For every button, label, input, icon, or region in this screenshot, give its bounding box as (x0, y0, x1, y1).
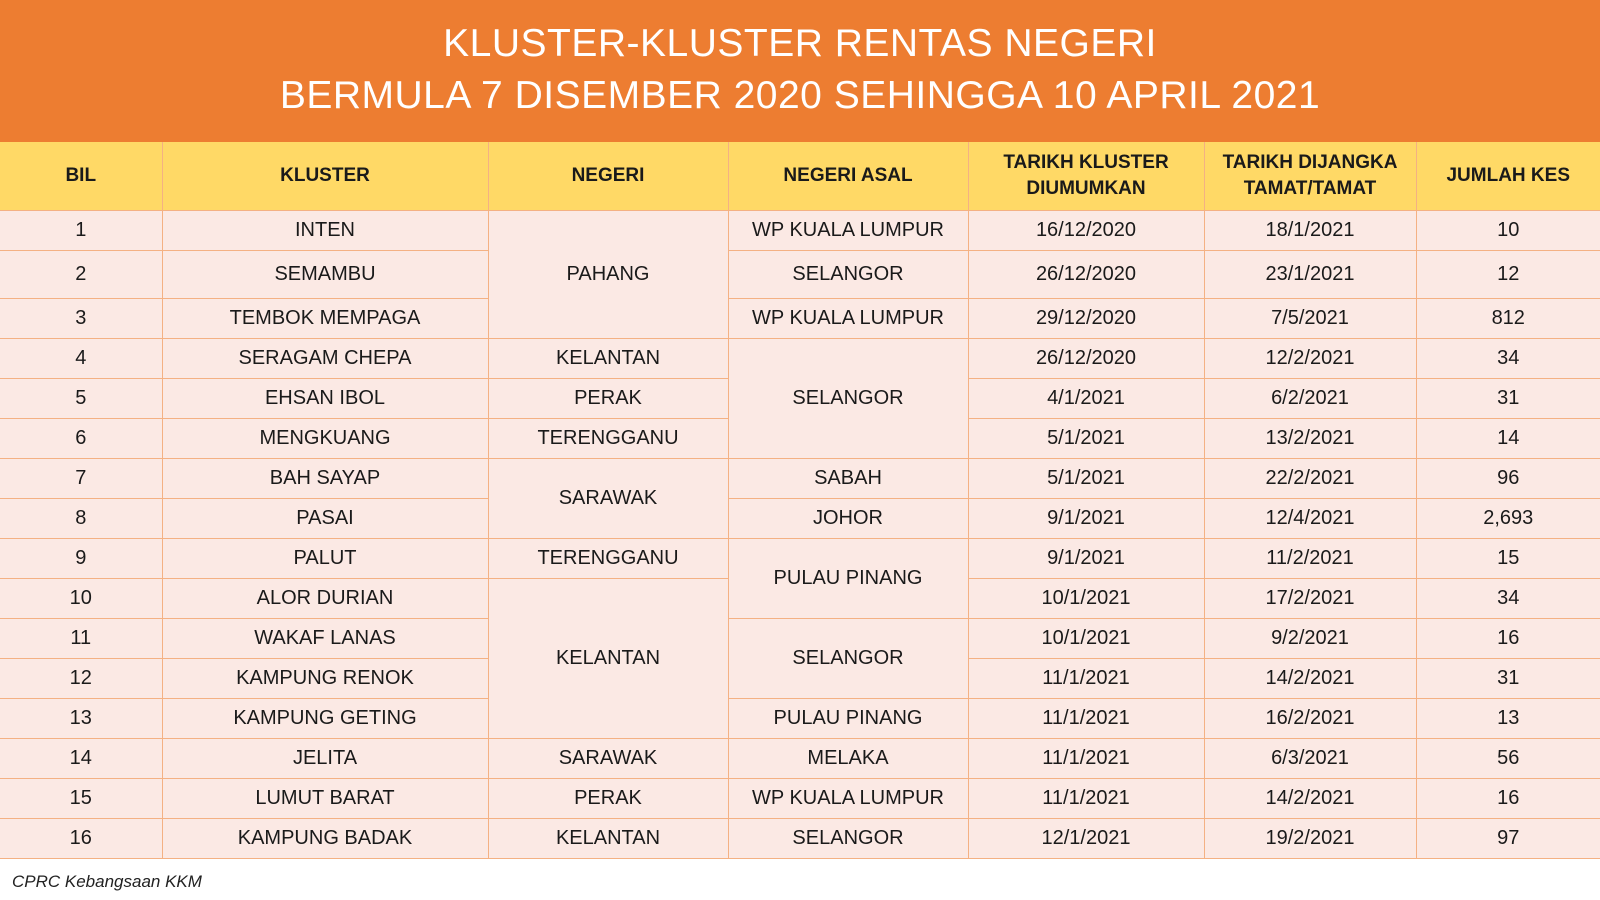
cell-kluster: KAMPUNG RENOK (162, 659, 488, 699)
cell-negeri: TERENGGANU (488, 539, 728, 579)
cell-jumlah-kes: 96 (1416, 459, 1600, 499)
cell-bil: 3 (0, 299, 162, 339)
cell-tarikh-tamat: 14/2/2021 (1204, 779, 1416, 819)
cell-kluster: LUMUT BARAT (162, 779, 488, 819)
cell-bil: 4 (0, 339, 162, 379)
cell-tarikh-tamat: 17/2/2021 (1204, 579, 1416, 619)
page-subtitle: BERMULA 7 DISEMBER 2020 SEHINGGA 10 APRIL 2021 (279, 74, 1321, 117)
cell-negeri-asal: SELANGOR (728, 819, 968, 859)
cell-negeri-asal: SELANGOR (728, 619, 968, 699)
cluster-table (0, 142, 1600, 859)
cell-bil: 10 (0, 579, 162, 619)
cell-tarikh-tamat: 7/5/2021 (1204, 299, 1416, 339)
cell-jumlah-kes: 10 (1416, 211, 1600, 251)
cell-tarikh-diumumkan: 26/12/2020 (968, 339, 1204, 379)
table-row (0, 819, 1600, 859)
cell-jumlah-kes: 31 (1416, 659, 1600, 699)
cell-bil: 14 (0, 739, 162, 779)
cell-kluster: KAMPUNG GETING (162, 699, 488, 739)
cell-jumlah-kes: 31 (1416, 379, 1600, 419)
cell-tarikh-diumumkan: 12/1/2021 (968, 819, 1204, 859)
cell-jumlah-kes: 34 (1416, 339, 1600, 379)
cell-kluster: INTEN (162, 211, 488, 251)
cell-tarikh-diumumkan: 11/1/2021 (968, 779, 1204, 819)
table-row (0, 699, 1600, 739)
cell-negeri-asal: WP KUALA LUMPUR (728, 299, 968, 339)
cell-tarikh-tamat: 16/2/2021 (1204, 699, 1416, 739)
cell-tarikh-diumumkan: 16/12/2020 (968, 211, 1204, 251)
column-header-tarikh-tamat-line1: TARIKH DIJANGKA (1222, 152, 1398, 173)
cell-negeri-asal: WP KUALA LUMPUR (728, 779, 968, 819)
column-header-tarikh-diumumkan-line1: TARIKH KLUSTER (1003, 152, 1169, 173)
cell-bil: 9 (0, 539, 162, 579)
cell-tarikh-diumumkan: 9/1/2021 (968, 539, 1204, 579)
cell-tarikh-diumumkan: 5/1/2021 (968, 419, 1204, 459)
cell-bil: 13 (0, 699, 162, 739)
cell-jumlah-kes: 14 (1416, 419, 1600, 459)
cell-negeri-asal: SELANGOR (728, 339, 968, 459)
table-row (0, 459, 1600, 499)
cell-tarikh-tamat: 13/2/2021 (1204, 419, 1416, 459)
cell-bil: 15 (0, 779, 162, 819)
cell-jumlah-kes: 56 (1416, 739, 1600, 779)
cell-negeri-asal: JOHOR (728, 499, 968, 539)
cell-tarikh-tamat: 19/2/2021 (1204, 819, 1416, 859)
column-header-negeri: NEGERI (488, 142, 728, 211)
cell-tarikh-tamat: 23/1/2021 (1204, 251, 1416, 299)
cell-negeri: KELANTAN (488, 579, 728, 739)
cell-negeri-asal: PULAU PINANG (728, 699, 968, 739)
cell-kluster: MENGKUANG (162, 419, 488, 459)
cell-tarikh-tamat: 6/3/2021 (1204, 739, 1416, 779)
table-row (0, 739, 1600, 779)
cell-negeri: KELANTAN (488, 339, 728, 379)
cell-kluster: BAH SAYAP (162, 459, 488, 499)
cell-kluster: SEMAMBU (162, 251, 488, 299)
cell-negeri: KELANTAN (488, 819, 728, 859)
cell-jumlah-kes: 34 (1416, 579, 1600, 619)
cell-kluster: SERAGAM CHEPA (162, 339, 488, 379)
cell-bil: 5 (0, 379, 162, 419)
cell-kluster: WAKAF LANAS (162, 619, 488, 659)
cell-kluster: KAMPUNG BADAK (162, 819, 488, 859)
cell-tarikh-diumumkan: 29/12/2020 (968, 299, 1204, 339)
cell-negeri-asal: MELAKA (728, 739, 968, 779)
cell-kluster: EHSAN IBOL (162, 379, 488, 419)
column-header-bil: BIL (0, 142, 162, 211)
cell-tarikh-diumumkan: 10/1/2021 (968, 619, 1204, 659)
cell-tarikh-tamat: 18/1/2021 (1204, 211, 1416, 251)
cell-negeri: SARAWAK (488, 459, 728, 539)
cell-jumlah-kes: 97 (1416, 819, 1600, 859)
cell-tarikh-diumumkan: 4/1/2021 (968, 379, 1204, 419)
table-header-row (0, 142, 1600, 211)
cell-kluster: TEMBOK MEMPAGA (162, 299, 488, 339)
cell-bil: 11 (0, 619, 162, 659)
cell-negeri: PERAK (488, 779, 728, 819)
cell-tarikh-tamat: 14/2/2021 (1204, 659, 1416, 699)
cell-tarikh-diumumkan: 11/1/2021 (968, 739, 1204, 779)
cell-jumlah-kes: 15 (1416, 539, 1600, 579)
cell-jumlah-kes: 812 (1416, 299, 1600, 339)
cell-negeri-asal: SABAH (728, 459, 968, 499)
column-header-tarikh-tamat-line2: TAMAT/TAMAT (1243, 178, 1377, 199)
column-header-negeri-asal: NEGERI ASAL (728, 142, 968, 211)
cell-kluster: ALOR DURIAN (162, 579, 488, 619)
table-row (0, 779, 1600, 819)
cell-tarikh-diumumkan: 10/1/2021 (968, 579, 1204, 619)
cell-jumlah-kes: 13 (1416, 699, 1600, 739)
cell-jumlah-kes: 12 (1416, 251, 1600, 299)
cell-tarikh-tamat: 12/2/2021 (1204, 339, 1416, 379)
cell-negeri: SARAWAK (488, 739, 728, 779)
table-row (0, 499, 1600, 539)
cell-bil: 2 (0, 251, 162, 299)
table-row (0, 211, 1600, 251)
cell-negeri: PERAK (488, 379, 728, 419)
column-header-kluster: KLUSTER (162, 142, 488, 211)
column-header-tarikh-tamat (1204, 142, 1416, 211)
cell-bil: 16 (0, 819, 162, 859)
cell-tarikh-tamat: 9/2/2021 (1204, 619, 1416, 659)
cell-kluster: PALUT (162, 539, 488, 579)
cell-jumlah-kes: 2,693 (1416, 499, 1600, 539)
cell-bil: 12 (0, 659, 162, 699)
table-row (0, 299, 1600, 339)
column-header-tarikh-diumumkan (968, 142, 1204, 211)
cell-jumlah-kes: 16 (1416, 619, 1600, 659)
cell-tarikh-diumumkan: 11/1/2021 (968, 699, 1204, 739)
cell-negeri-asal: PULAU PINANG (728, 539, 968, 619)
page-title: KLUSTER-KLUSTER RENTAS NEGERI (443, 22, 1157, 65)
cell-tarikh-diumumkan: 11/1/2021 (968, 659, 1204, 699)
cell-bil: 8 (0, 499, 162, 539)
page-header (0, 0, 1600, 142)
cell-tarikh-tamat: 22/2/2021 (1204, 459, 1416, 499)
cell-jumlah-kes: 16 (1416, 779, 1600, 819)
source-note: CPRC Kebangsaan KKM (12, 872, 202, 891)
cell-bil: 6 (0, 419, 162, 459)
table-row (0, 251, 1600, 299)
cell-negeri: TERENGGANU (488, 419, 728, 459)
cell-tarikh-tamat: 6/2/2021 (1204, 379, 1416, 419)
table-row (0, 339, 1600, 379)
cell-tarikh-diumumkan: 26/12/2020 (968, 251, 1204, 299)
table-row (0, 539, 1600, 579)
cell-tarikh-tamat: 11/2/2021 (1204, 539, 1416, 579)
cell-kluster: JELITA (162, 739, 488, 779)
cell-negeri-asal: SELANGOR (728, 251, 968, 299)
cell-negeri: PAHANG (488, 211, 728, 339)
cell-negeri-asal: WP KUALA LUMPUR (728, 211, 968, 251)
cell-kluster: PASAI (162, 499, 488, 539)
cell-bil: 7 (0, 459, 162, 499)
cell-bil: 1 (0, 211, 162, 251)
column-header-tarikh-diumumkan-line2: DIUMUMKAN (1026, 178, 1146, 199)
cell-tarikh-tamat: 12/4/2021 (1204, 499, 1416, 539)
column-header-jumlah-kes: JUMLAH KES (1416, 142, 1600, 211)
cell-tarikh-diumumkan: 9/1/2021 (968, 499, 1204, 539)
cell-tarikh-diumumkan: 5/1/2021 (968, 459, 1204, 499)
table-row (0, 619, 1600, 659)
